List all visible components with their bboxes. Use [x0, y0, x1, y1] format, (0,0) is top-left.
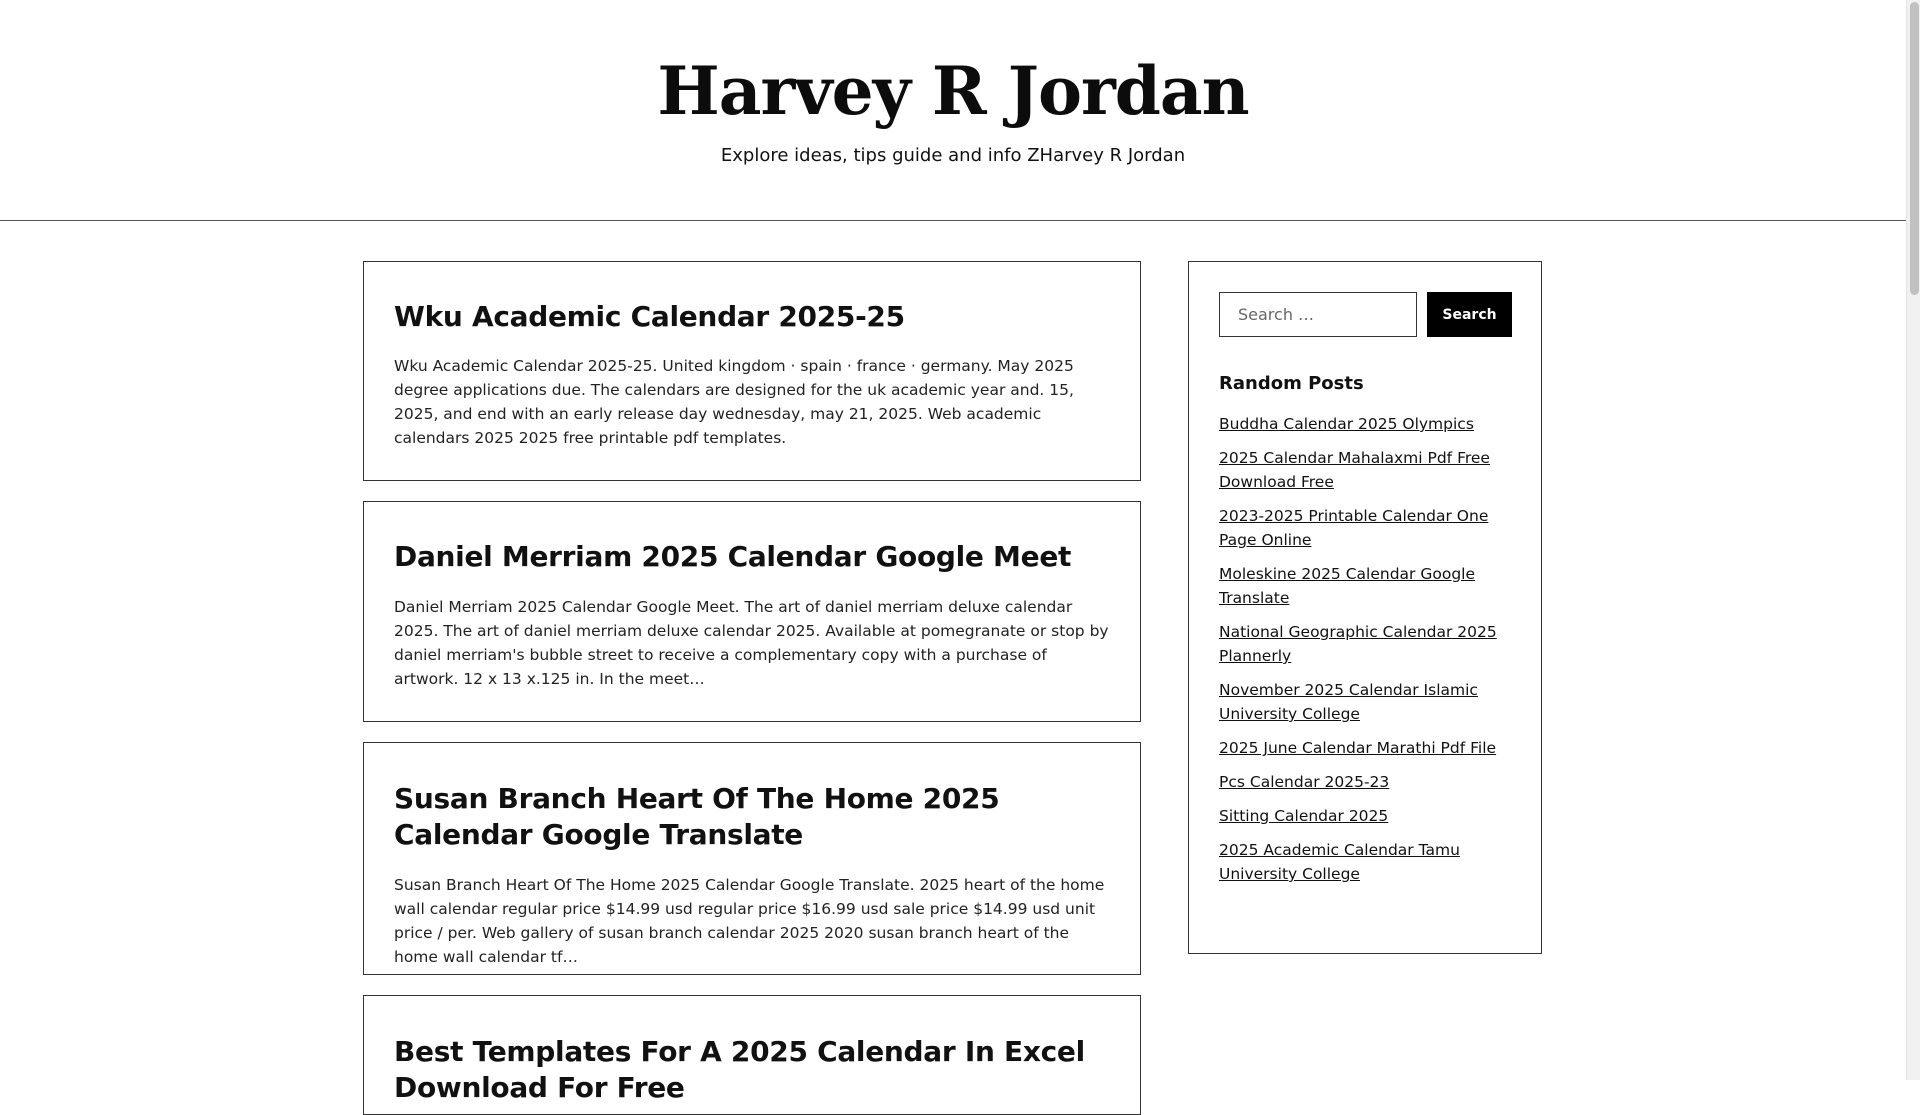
search-button[interactable]: Search [1427, 292, 1512, 337]
post-card [363, 261, 1141, 481]
sidebar [1188, 261, 1542, 954]
site-header [0, 0, 1906, 221]
post-title-link[interactable]: Daniel Merriam 2025 Calendar Google Meet [394, 540, 1072, 573]
search-input[interactable] [1219, 292, 1417, 337]
random-post-link[interactable]: 2025 Calendar Mahalaxmi Pdf Free Download Free [1219, 449, 1490, 491]
random-post-link[interactable]: Pcs Calendar 2025-23 [1219, 773, 1390, 791]
post-title-link[interactable]: Best Templates For A 2025 Calendar In Excel Download For Free [394, 1035, 1085, 1104]
site-title[interactable]: Harvey R Jordan [657, 52, 1249, 130]
list-item [1219, 804, 1509, 828]
random-posts-heading: Random Posts [1219, 373, 1364, 394]
random-post-link[interactable]: Buddha Calendar 2025 Olympics [1219, 415, 1474, 433]
post-card [363, 995, 1141, 1115]
list-item [1219, 620, 1509, 668]
list-item [1219, 838, 1509, 886]
random-post-link[interactable]: 2025 Academic Calendar Tamu University College [1219, 841, 1460, 883]
random-post-link[interactable]: 2025 June Calendar Marathi Pdf File [1219, 739, 1497, 757]
site-tagline: Explore ideas, tips guide and info ZHarvey R Jordan [720, 145, 1186, 166]
random-post-link[interactable]: Sitting Calendar 2025 [1219, 807, 1389, 825]
post-card [363, 742, 1141, 975]
list-item [1219, 446, 1509, 494]
list-item [1219, 562, 1509, 610]
random-posts-list [1219, 412, 1509, 896]
post-excerpt: Daniel Merriam 2025 Calendar Google Meet. The art of daniel merriam deluxe calendar 2025. The art of daniel merriam deluxe calendar 2025. Available at pomegranate or stop by daniel merriam's bubble street to receive a complementary copy with a purchase of artwork. 12 x 13 x.125 in. In the meet… [394, 598, 1109, 688]
list-item [1219, 504, 1509, 552]
list-item [1219, 412, 1509, 436]
scrollbar-thumb[interactable] [1910, 2, 1919, 295]
random-post-link[interactable]: Moleskine 2025 Calendar Google Translate [1219, 565, 1475, 607]
random-post-link[interactable]: National Geographic Calendar 2025 Plannerly [1219, 623, 1497, 665]
random-post-link[interactable]: 2023-2025 Printable Calendar One Page Online [1219, 507, 1489, 549]
post-title-link[interactable]: Susan Branch Heart Of The Home 2025 Calendar Google Translate [394, 782, 1000, 851]
list-item [1219, 770, 1509, 794]
list-item [1219, 678, 1509, 726]
random-post-link[interactable]: November 2025 Calendar Islamic University College [1219, 681, 1478, 723]
post-title-link[interactable]: Wku Academic Calendar 2025-25 [394, 300, 905, 333]
post-card [363, 501, 1141, 722]
post-excerpt: Wku Academic Calendar 2025-25. United kingdom · spain · france · germany. May 2025 degree applications due. The calendars are designed for the uk academic year and. 15, 2025, and end with an early release day wednesday, may 21, 2025. Web academic calendars 2025 2025 free printable pdf templates. [394, 357, 1074, 447]
vertical-scrollbar[interactable] [1906, 0, 1920, 1080]
post-excerpt: Susan Branch Heart Of The Home 2025 Calendar Google Translate. 2025 heart of the home wall calendar regular price $14.99 usd regular price $16.99 usd sale price $14.99 usd unit price / per. Web gallery of susan branch calendar 2025 2020 susan branch heart of the home wall calendar tf… [394, 876, 1105, 966]
list-item [1219, 736, 1509, 760]
